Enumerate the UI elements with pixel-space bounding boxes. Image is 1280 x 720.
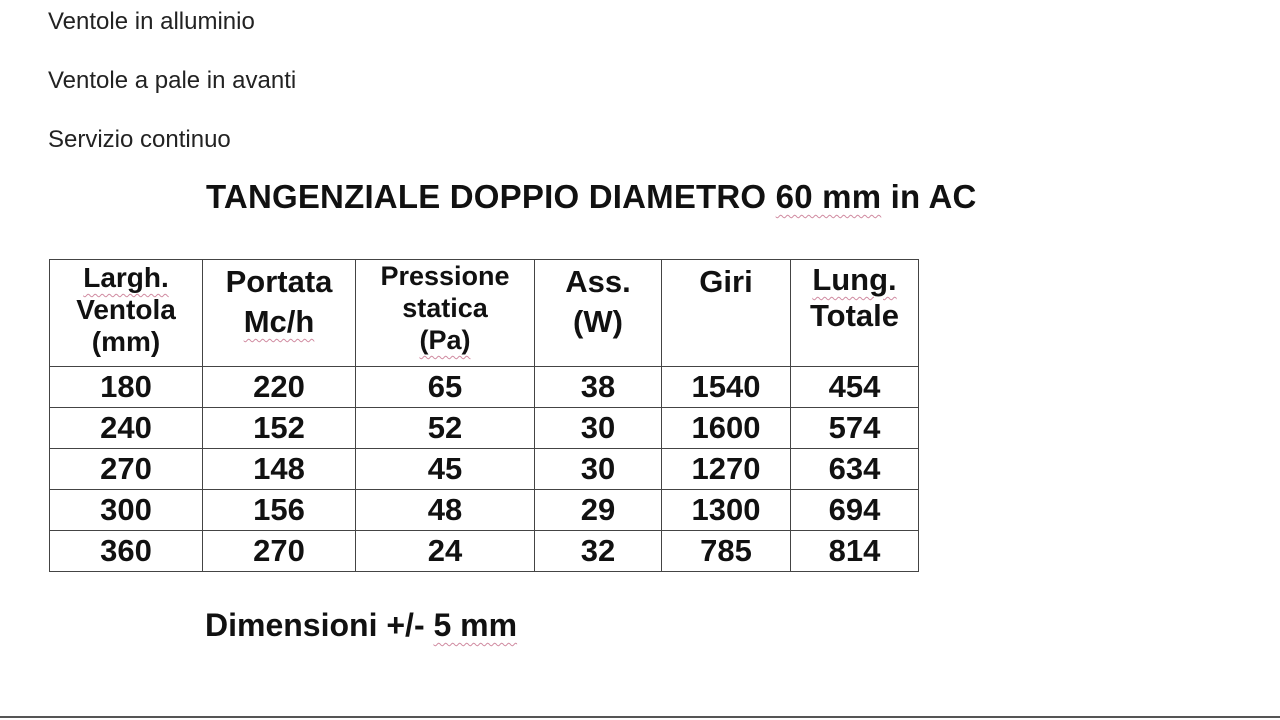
product-title-end: in AC bbox=[881, 178, 977, 215]
cell-fan-width: 270 bbox=[50, 449, 203, 490]
cell-total-length: 634 bbox=[791, 449, 919, 490]
cell-power: 30 bbox=[535, 408, 662, 449]
header-static-pressure-line1: Pressione bbox=[380, 261, 510, 291]
cell-power: 38 bbox=[535, 367, 662, 408]
cell-power: 29 bbox=[535, 490, 662, 531]
table-row bbox=[50, 449, 919, 490]
header-total-length-line1: Lung. bbox=[812, 262, 897, 297]
header-power-line1: Ass. bbox=[565, 264, 631, 299]
cell-flow-rate: 156 bbox=[203, 490, 356, 531]
cell-static-pressure: 65 bbox=[356, 367, 535, 408]
cell-flow-rate: 152 bbox=[203, 408, 356, 449]
cell-static-pressure: 48 bbox=[356, 490, 535, 531]
header-fan-width-line2: Ventola bbox=[76, 294, 176, 325]
feature-forward-blades: Ventole a pale in avanti bbox=[48, 67, 297, 94]
dimensions-label: Dimensioni +/- bbox=[205, 607, 434, 643]
header-flow-rate bbox=[203, 260, 356, 367]
header-fan-width-line3: (mm) bbox=[91, 326, 161, 357]
header-static-pressure-line3: (Pa) bbox=[419, 325, 471, 355]
header-total-length bbox=[791, 260, 919, 367]
cell-fan-width: 360 bbox=[50, 531, 203, 572]
header-rpm bbox=[662, 260, 791, 367]
cell-power: 32 bbox=[535, 531, 662, 572]
header-power-line2: (W) bbox=[573, 304, 623, 339]
dimensions-tolerance bbox=[205, 607, 517, 644]
header-fan-width bbox=[50, 260, 203, 367]
cell-total-length: 574 bbox=[791, 408, 919, 449]
cell-total-length: 814 bbox=[791, 531, 919, 572]
cell-flow-rate: 148 bbox=[203, 449, 356, 490]
cell-static-pressure: 52 bbox=[356, 408, 535, 449]
header-total-length-line2: Totale bbox=[810, 298, 899, 333]
product-title bbox=[206, 178, 977, 216]
cell-flow-rate: 270 bbox=[203, 531, 356, 572]
header-flow-rate-line2: Mc/h bbox=[243, 304, 315, 339]
cell-rpm: 785 bbox=[662, 531, 791, 572]
cell-rpm: 1600 bbox=[662, 408, 791, 449]
dimensions-value: 5 mm bbox=[433, 607, 518, 643]
cell-rpm: 1540 bbox=[662, 367, 791, 408]
cell-total-length: 694 bbox=[791, 490, 919, 531]
cell-fan-width: 300 bbox=[50, 490, 203, 531]
table-row bbox=[50, 408, 919, 449]
cell-power: 30 bbox=[535, 449, 662, 490]
table-row bbox=[50, 367, 919, 408]
feature-continuous-service: Servizio continuo bbox=[48, 126, 231, 153]
page-bottom-edge bbox=[0, 716, 1280, 720]
header-static-pressure-line2: statica bbox=[402, 293, 488, 323]
header-fan-width-line1: Largh. bbox=[83, 262, 169, 293]
table-row bbox=[50, 531, 919, 572]
header-rpm-line1: Giri bbox=[699, 264, 753, 299]
cell-fan-width: 180 bbox=[50, 367, 203, 408]
table-row bbox=[50, 490, 919, 531]
cell-total-length: 454 bbox=[791, 367, 919, 408]
specs-header-row bbox=[50, 260, 919, 367]
cell-static-pressure: 24 bbox=[356, 531, 535, 572]
cell-static-pressure: 45 bbox=[356, 449, 535, 490]
specs-table bbox=[49, 259, 919, 572]
header-power bbox=[535, 260, 662, 367]
header-flow-rate-line1: Portata bbox=[225, 264, 333, 299]
header-static-pressure bbox=[356, 260, 535, 367]
product-title-start: TANGENZIALE DOPPIO DIAMETRO bbox=[206, 178, 776, 215]
cell-rpm: 1300 bbox=[662, 490, 791, 531]
cell-rpm: 1270 bbox=[662, 449, 791, 490]
feature-aluminium-fans: Ventole in alluminio bbox=[48, 8, 255, 35]
cell-fan-width: 240 bbox=[50, 408, 203, 449]
product-title-diameter: 60 mm bbox=[775, 178, 882, 215]
cell-flow-rate: 220 bbox=[203, 367, 356, 408]
